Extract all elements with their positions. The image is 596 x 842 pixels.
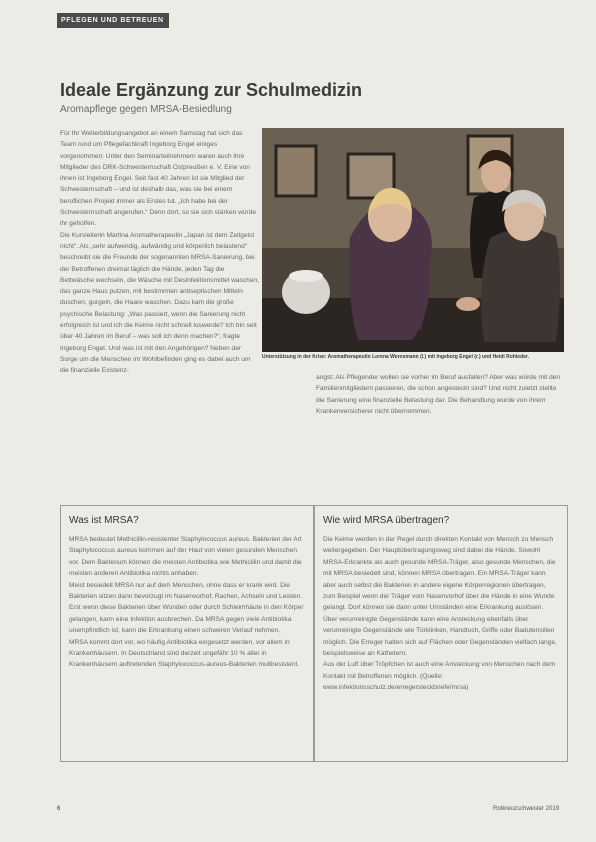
- article-continuation: angst: Als Pflegender wollen sie vorher im Beruf ausfallen? Aber was würde mit den Familienmitgliedern passieren, die schon angesteckt sind? Und nicht zuletzt stellte die Sanierung eine finanzielle Belastung dar. Die Behandlung wurde von ihrem Krankenversicherer nicht übernommen.: [316, 374, 561, 415]
- photo-caption: Unterstützung in der Krise: Aromatherapeutin Lorena Wernsmann (l.) mit Ingeborg Engel (r.) und Heidi Rohleder.: [262, 354, 529, 360]
- info-box-what-is-mrsa: [60, 505, 314, 762]
- article-intro-column: [60, 128, 260, 377]
- intro-paragraph-1: Für Ihr Weiterbildungsangebot an einem Samstag hat sich das Team rund um Pflegefachkraft Ingeborg Engel einiges vorgenommen: Unter den Seminarteilnehmern waren auch ihre Mitglieder des DRK-Schwesternschaft Ostpreußen e. V. Eine von ihnen ist Ingeborg Engel. Seit fast 40 Jahren ist sie Mitglied der Schwesternschaft – und ist deshalb das, was sie bei einem beruflichen Projekt immer als Erstes tut. „Ich habe bei der Schwesternschaft angerufen.“ Denn dort, so sie sich stärken würde ihr geholfen.: [60, 130, 257, 228]
- article-subtitle: Aromapflege gegen MRSA-Besiedlung: [60, 104, 232, 115]
- info-box-transmission: [314, 505, 568, 762]
- article-photo: [262, 128, 564, 352]
- info-box-heading: Was ist MRSA?: [69, 515, 139, 526]
- info-box-paragraph: Die Keime werden in der Regel durch direkten Kontakt von Mensch zu Mensch weitergegeben. Der Hauptübertragungsweg sind dabei die Hände. Sowohl MRSA-Erkrankte als auch gesunde MRSA-Träger, also gesunde Menschen, die mit MRSA besiedelt sind, können MRSA übertragen. Ein MRSA-Träger kann aber auch selbst die Bakterien in andere eigene Körperregionen übertragen, zum Beispiel wenn der Träger vom Nasenvorhof über die Hände in eine Wunde gelangt. Dort können sie dann unter Umständen eine Erkrankung auslösen.: [323, 536, 556, 612]
- intro-paragraph-2: Die Kursleiterin Martina Aromatherapeutin „Japan ist dem Zeitgeist nicht“. Als „sehr aufwendig, aufwändig und körperlich belastend“ beschreibt sie die Freunde der sogenannten MRSA-Sanierung, bei der Betroffenen dreimal täglich die Hände, jeden Tag die Bettwäsche wechseln, die Wäsche mit Desinfektionsmittel waschen, das ganze Haus putzen, mit bestimmten antiseptischen Mitteln duschen, gurgeln, die Haare waschen. Dazu kam die große psychische Belastung: „Was passiert, wenn die Sanierung nicht erfolgreich ist und ich die Keime nicht schnell loswerde? Ich bin seit über 40 Jahren im Beruf – was soll ich denn machen?“, fragte Ingeborg Engel. Und was ist mit den Angehörigen? Neben der Sorge um die Menschen im Wohlbefinden ging es dabei auch um die finanzielle Existenz-: [60, 231, 259, 375]
- page-number: 6: [57, 806, 61, 812]
- article-title: Ideale Ergänzung zur Schulmedizin: [60, 80, 363, 100]
- info-box-paragraph: Aus der Luft über Tröpfchen ist auch eine Ansteckung von Menschen nach dem Kontakt mit Betroffenen möglich. (Quelle: www.infektionsschutz.de/erregersteckbriefe/mrsa): [323, 661, 556, 692]
- info-box-text: [61, 532, 313, 671]
- info-box-text: [315, 532, 567, 694]
- info-box-heading: Wie wird MRSA übertragen?: [323, 515, 450, 526]
- info-box-paragraph: MRSA bedeutet Methicillin-resistenter Staphylococcus aureus. Bakterien der Art Staphylococcus aureus kommen auf der Haut von vielen gesunden Menschen vor. Dem Bakterium können die meisten Antibiotika wie Methicillin und damit die meisten anderen Antibiotika nichts anhaben.: [69, 536, 302, 578]
- info-box-paragraph: MRSA kommt dort vor, wo häufig Antibiotika eingesetzt werden, vor allem in Krankenhäusern. In Deutschland sind derzeit ungefähr 10 % aller in Krankenhäusern auftretenden Staphylococcus-aureus-Bakterien multiresistent.: [69, 638, 300, 669]
- magazine-name: Rotkreuzschwester 2019: [493, 806, 560, 812]
- info-box-paragraph: Über verunreinigte Gegenstände kann eine Ansteckung ebenfalls über verunreinigte Gegenstände wie Türklinken, Handtuch, Griffe oder Badutensilien möglich. Die Erreger halten sich auf Flächen oder Gegenständen vielfach lange, beispielsweise an Kathetern.: [323, 615, 557, 658]
- info-box-paragraph: Meist besiedelt MRSA nur auf dem Menschen, ohne dass er krank wird. Die Bakterien sitzen dann bevorzugt im Nasenvorhof, Rachen, Achseln und Leisten. Erst wenn diese Bakterien über Wunden oder durch Schleimhäute in den Körper gelangen, kann eine Infektion ausbrechen. Da MRSA gegen viele Antibiotika unempfindlich ist, kann die Erkrankung einen schweren Verlauf nehmen.: [69, 581, 304, 635]
- section-tag: PFLEGEN UND BETREUEN: [57, 13, 169, 28]
